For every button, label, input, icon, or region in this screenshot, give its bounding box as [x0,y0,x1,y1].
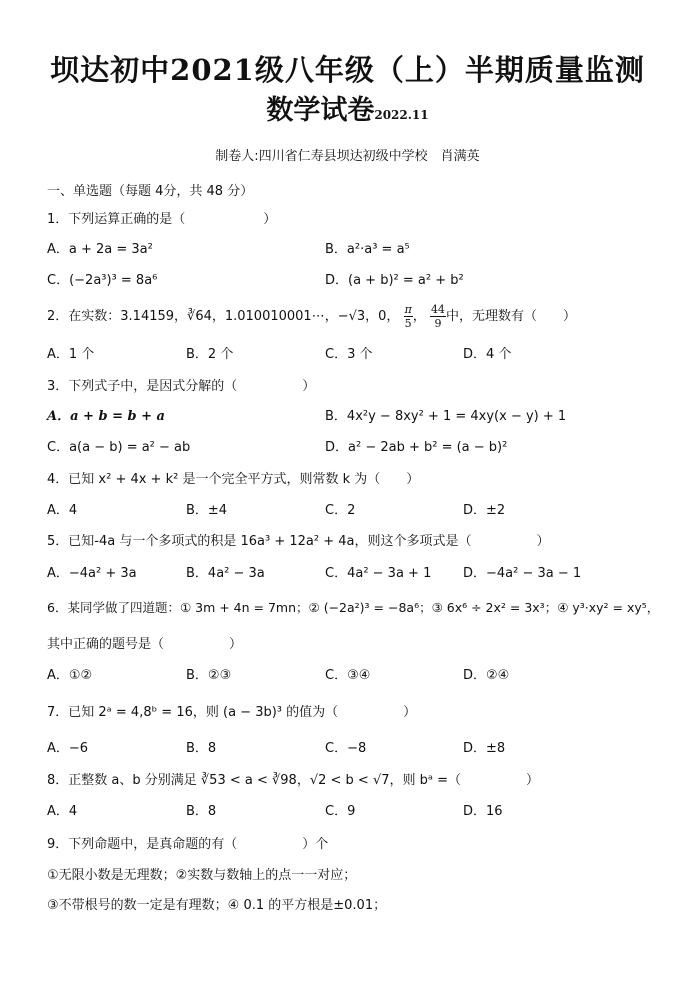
exam-title: 坝达初中2021级八年级（上）半期质量监测 [50,53,645,87]
q8-option-b: B．8 [186,804,217,819]
q6-option-b: B．②③ [186,668,232,683]
q9-stem: 9．下列命题中，是真命题的有（ ）个 [47,837,329,852]
q6-stem: 6．某同学做了四道题：① 3m + 4n = 7mn；② (−2a²)³ = −8a⁶；③ 6x⁶ ÷ 2x² = 3x³；④ y³·xy² = xy⁵， [47,600,660,615]
q1-option-a: A．a + 2a = 3a² [47,242,153,257]
q3-option-a: A．a + b = b + a [47,409,165,424]
q1-option-b: B．a²·a³ = a⁵ [325,242,410,257]
q1-option-d: D．(a + b)² = a² + b² [325,273,464,288]
exam-subtitle [0,88,695,127]
q4-option-c: C．2 [325,503,356,518]
q2-option-d: D．4 个 [463,347,512,362]
fraction-pi-over-5: $\frac{\pi}{5}$ [404,303,412,330]
q6-stem-continued: 其中正确的题号是（ ） [47,637,243,652]
q6-option-c: C．③④ [325,668,371,683]
q5-option-c: C．4a² − 3a + 1 [325,566,432,581]
q4-option-b: B．±4 [186,503,228,518]
q4-stem: 4．已知 x² + 4x + k² 是一个完全平方式，则常数 k 为（ ） [47,472,420,487]
q8-option-c: C．9 [325,804,356,819]
q8-stem: 8．正整数 a、b 分别满足 ∛53 < a < ∛98，√2 < b < √7，则 bᵃ =（ ） [47,773,539,788]
q9-items-1: ①无限小数是无理数；②实数与数轴上的点一一对应； [47,868,357,883]
q2-option-a: A．1 个 [47,347,95,362]
q3-stem: 3．下列式子中，是因式分解的（ ） [47,379,316,394]
q7-option-b: B．8 [186,741,217,756]
q2-stem-prefix: 2．在实数：3.14159，∛64，1.010010001⋯，−√3，0， [47,309,400,324]
q3-option-d: D．a² − 2ab + b² = (a − b)² [325,440,508,455]
q2-option-b: B．2 个 [186,347,234,362]
fraction-44-over-9: $\frac{44}{9}$ [430,303,445,330]
q1-stem: 1．下列运算正确的是（ ） [47,212,277,227]
q5-option-b: B．4a² − 3a [186,566,265,581]
q5-option-d: D．−4a² − 3a − 1 [463,566,582,581]
subject-title: 数学试卷 [266,95,375,126]
section-heading: 一、单选题（每题 4分，共 48 分） [47,184,254,199]
q6-option-a: A．①② [47,668,93,683]
author-line: 制卷人:四川省仁寿县坝达初级中学校 肖满英 [215,149,480,164]
q5-option-a: A．−4a² + 3a [47,566,137,581]
q8-option-a: A．4 [47,804,78,819]
q3-option-b: B．4x²y − 8xy² + 1 = 4xy(x − y) + 1 [325,409,567,424]
q8-option-d: D．16 [463,804,503,819]
q2-option-c: C．3 个 [325,347,373,362]
q4-option-d: D．±2 [463,503,506,518]
q3-option-c: C．a(a − b) = a² − ab [47,440,191,455]
q7-option-d: D．±8 [463,741,506,756]
q5-stem: 5．已知-4a 与一个多项式的积是 16a³ + 12a² + 4a，则这个多项式是（ ） [47,534,550,549]
q2-stem: 2．在实数：3.14159，∛64，1.010010001⋯，−√3，0， $\frac{\pi}{5}$ ， $\frac{44}{9}$ 中，无理数有（ ） [47,303,576,330]
q6-option-d: D．②④ [463,668,510,683]
q2-stem-suffix: 中，无理数有（ ） [445,309,576,324]
q1-option-c: C．(−2a³)³ = 8a⁶ [47,273,158,288]
exam-date: 2022.11 [374,108,429,122]
q7-option-c: C．−8 [325,741,367,756]
q4-option-a: A．4 [47,503,78,518]
q7-stem: 7．已知 2ᵃ = 4,8ᵇ = 16，则 (a − 3b)³ 的值为（ ） [47,705,417,720]
q7-option-a: A．−6 [47,741,89,756]
q9-items-2: ③不带根号的数一定是有理数；④ 0.1 的平方根是±0.01； [47,898,387,913]
